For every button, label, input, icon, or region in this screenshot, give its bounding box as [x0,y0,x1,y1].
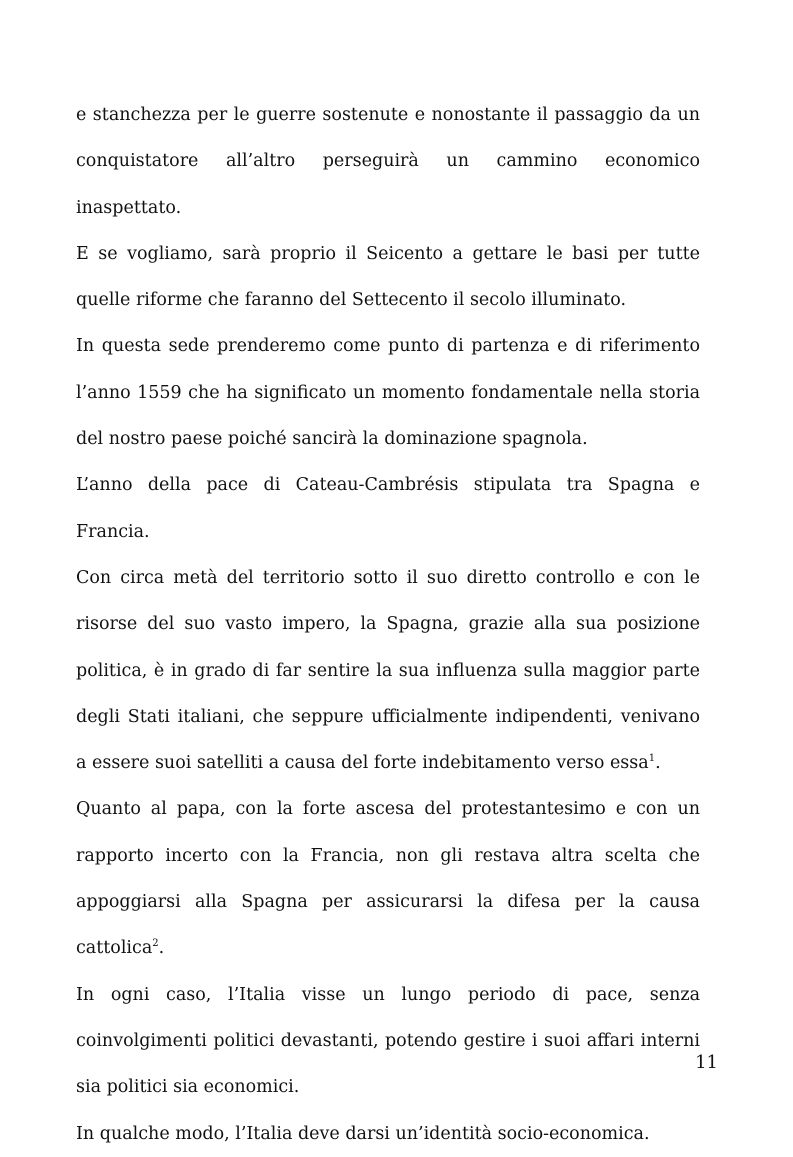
paragraph: In questa sede prenderemo come punto di partenza e di riferimento l’anno 1559 che ha significato un momento fondamentale nella storia del nostro paese poiché sancirà la dominazione spagnola. [76,336,700,450]
paragraph [76,555,700,786]
paragraph-text: Quanto al papa, con la forte ascesa del protestantesimo e con un rapporto incerto con la Francia, non gli restava altra scelta che appoggiarsi alla Spagna per assicurarsi la difesa per la causa cattolica [76,799,700,959]
paragraph: E se vogliamo, sarà proprio il Seicento a gettare le basi per tutte quelle riforme che faranno del Settecento il secolo illuminato. [76,243,700,311]
page-number: 11 [695,1052,718,1073]
paragraph: L’anno della pace di Cateau-Cambrésis stipulata tra Spagna e Francia. [76,475,700,542]
paragraph: In ogni caso, l’Italia visse un lungo periodo di pace, senza coinvolgimenti politici devastanti, potendo gestire i suoi affari interni sia politici sia economici. [76,984,700,1098]
paragraph [76,786,700,971]
paragraph: e stanchezza per le guerre sostenute e nonostante il passaggio da un conquistatore all’altro perseguirà un cammino economico inaspettato. [76,105,700,218]
paragraph-text: Con circa metà del territorio sotto il suo diretto controllo e con le risorse del suo vasto impero, la Spagna, grazie alla sua posizione politica, è in grado di far sentire la sua influenza sulla maggior parte degli Stati italiani, che seppure ufficialmente indipendenti, venivano a essere suoi satelliti a causa del forte indebitamento verso essa [76,567,700,774]
footnote-marker[interactable]: 2 [152,938,159,950]
paragraph-end: . [655,753,661,774]
paragraph-end: . [158,938,165,959]
body-text [76,92,700,1157]
footnote-marker[interactable]: 1 [648,753,656,765]
paragraph: In qualche modo, l’Italia deve darsi un’identità socio-economica. [76,1123,650,1144]
